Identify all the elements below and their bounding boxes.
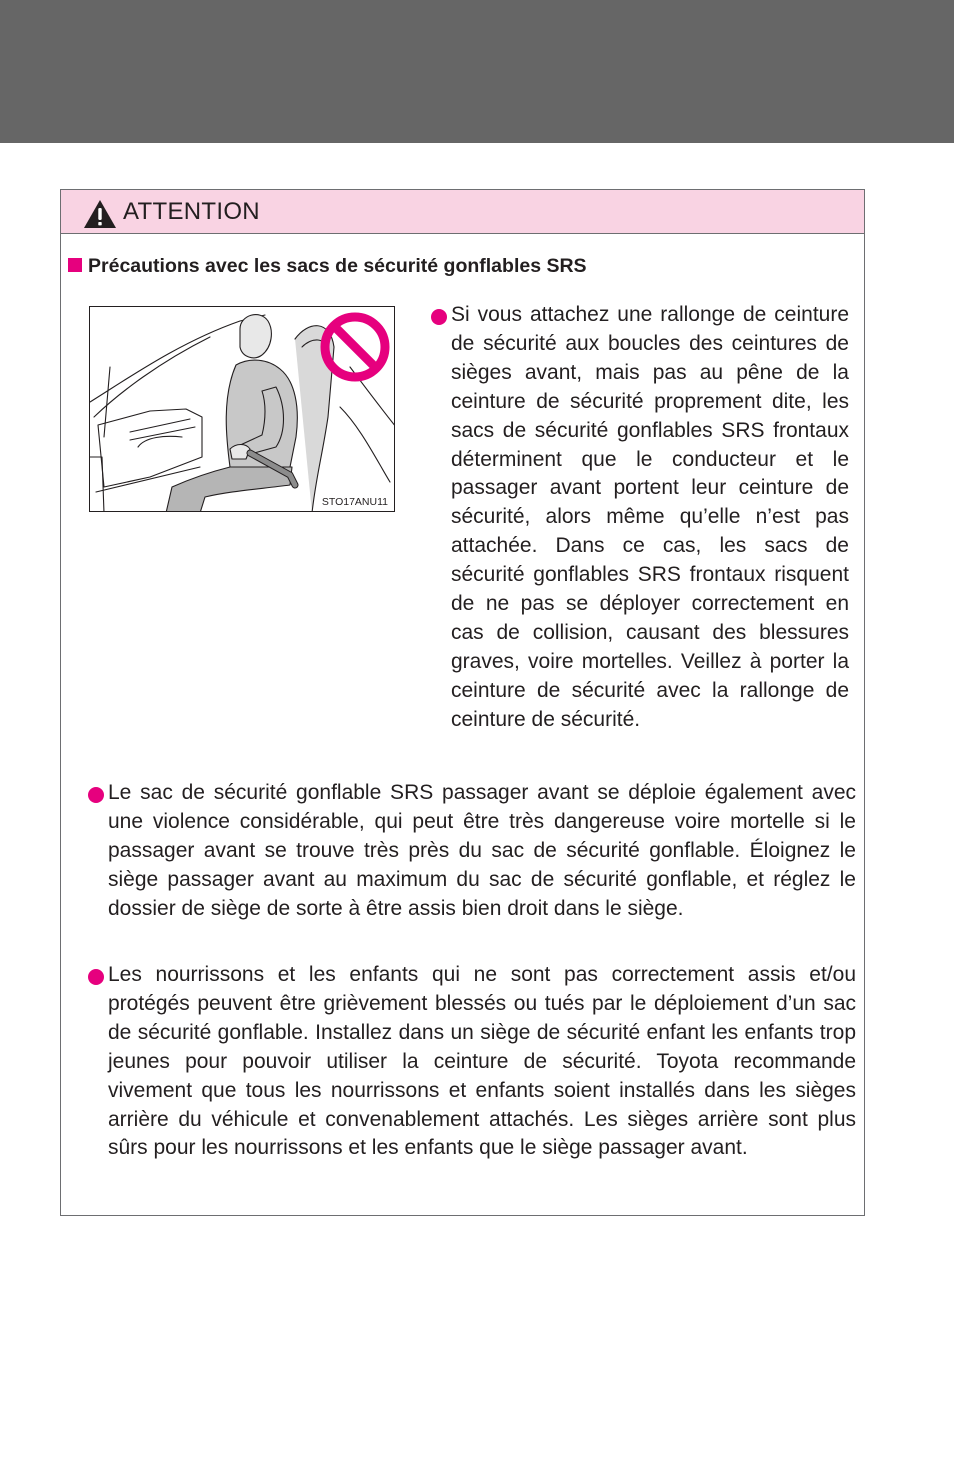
page-header-band — [0, 0, 954, 143]
bullet-text-2: Le sac de sécurité gonflable SRS passager avant se déploie également avec une violence considérable, qui peut être très dangereuse voire mortelle si le passager avant se trouve très près du sac de sécurité gonflable. Éloignez le siège passager avant au maximum du sac de sécurité gonflable, et réglez le dossier de siège de sorte à être assis bien droit dans le siège. — [108, 781, 856, 920]
section-heading — [68, 255, 587, 278]
warning-triangle-icon — [83, 199, 117, 229]
bullet-dot-icon — [431, 309, 447, 325]
bullet-dot-icon — [88, 969, 104, 985]
bullet-text-3: Les nourrissons et les enfants qui ne sont pas correctement assis et/ou protégés peuvent être grièvement blessés ou tués par le déploiement d’un sac de sécurité gonflable. Installez dans un siège de sécurité enfant les enfants trop jeunes pour pouvoir utiliser la ceinture de sécurité. Toyota recommande vivement que tous les nourrissons et enfants soient installés dans les sièges arrière du véhicule et convenablement attachés. Les sièges arrière sont plus sûrs pour les nourrissons et les enfants que le siège passager avant. — [108, 963, 856, 1160]
caution-header — [61, 190, 864, 234]
bullet-text-1: Si vous attachez une rallonge de ceinture de sécurité aux boucles des ceintures de sièges avant, mais pas au pêne de la ceinture de sécurité proprement dite, les sacs de sécurité gonflables SRS frontaux déterminent que le conducteur et le passager avant portent leur ceinture de sécurité, alors même qu’elle n’est pas attachée. Dans ce cas, les sacs de sécurité gonflables SRS frontaux risquent de ne pas se déployer correctement en cas de collision, causant des blessures graves, voire mortelles. Veillez à porter la ceinture de sécurité avec la rallonge de ceinture de sécurité. — [451, 303, 849, 731]
airbag-illustration — [89, 306, 395, 512]
bullet-item-3 — [88, 961, 858, 1196]
bullet-dot-icon — [88, 787, 104, 803]
figure-code: STO17ANU11 — [321, 496, 388, 508]
section-heading-text: Précautions avec les sacs de sécurité gonflables SRS — [88, 255, 587, 277]
seated-passenger-drawing — [90, 307, 395, 512]
section-marker-icon — [68, 258, 82, 272]
caution-title: ATTENTION — [123, 198, 260, 225]
caution-box — [60, 189, 865, 1216]
bullet-item-2 — [88, 779, 858, 954]
bullet-item-1 — [431, 301, 851, 761]
